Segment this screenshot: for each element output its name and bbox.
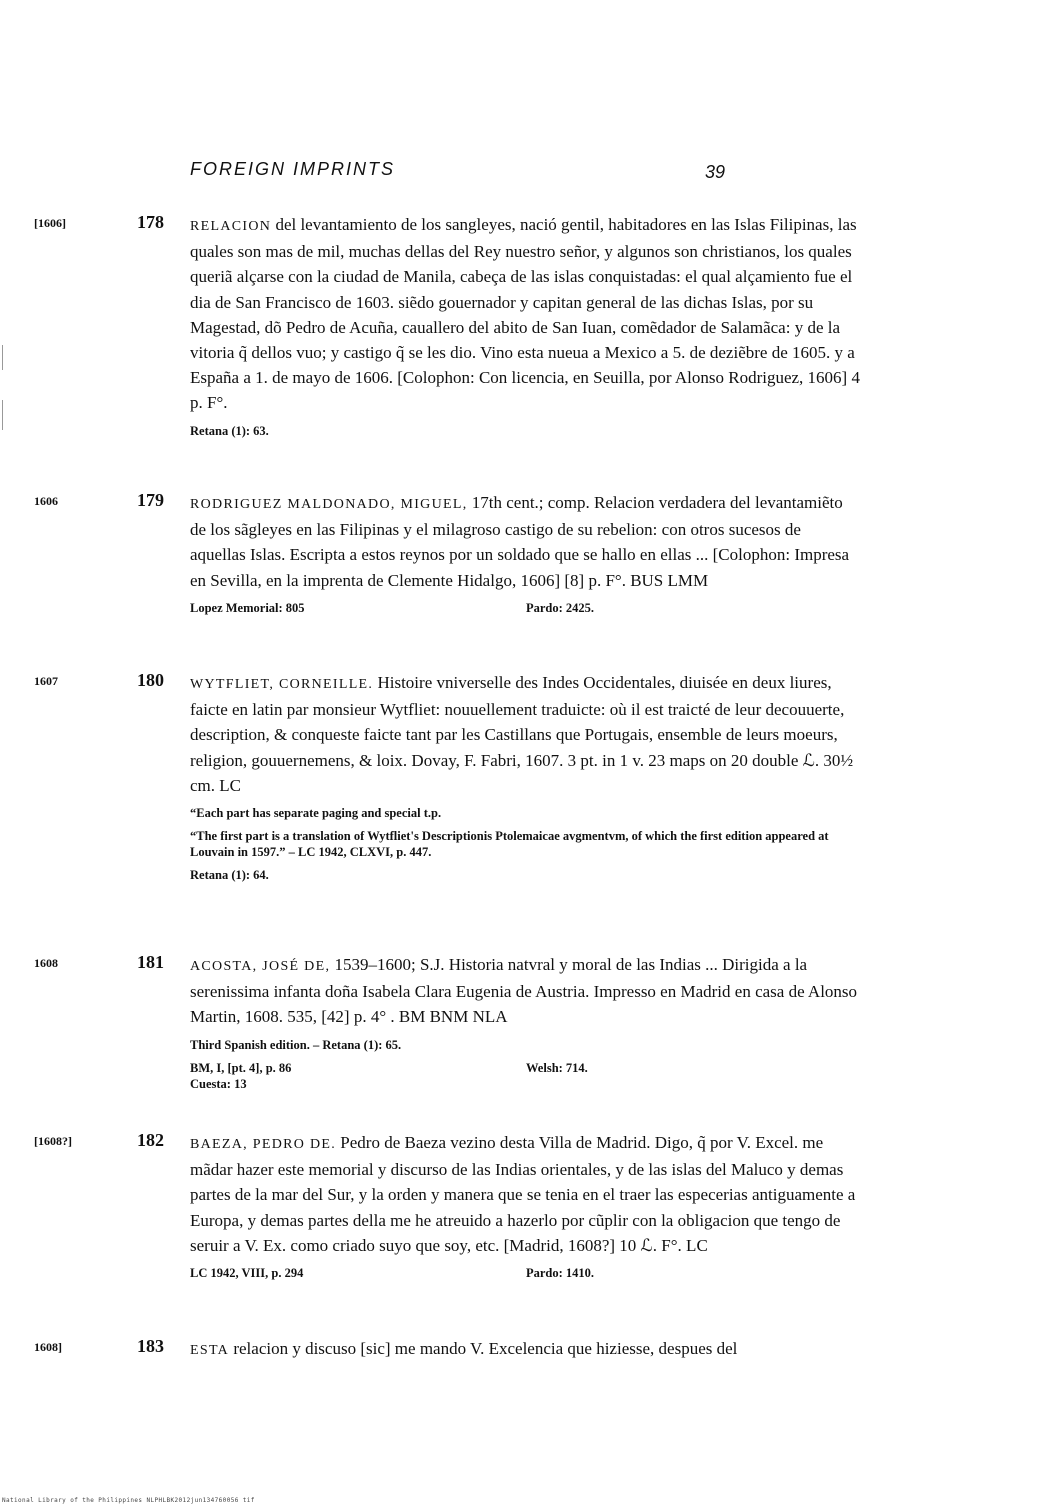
entry-note: “Each part has separate paging and special t.p. (190, 806, 442, 821)
entry-note: Retana (1): 63. (190, 423, 269, 438)
entry-text (190, 1130, 860, 1258)
entry-references (190, 1265, 860, 1281)
entry-references (190, 1060, 860, 1076)
entry-description: Pedro de Baeza vezino desta Villa de Madrid. Digo, q̃ por V. Excel. me mãdar hazer este memorial y discurso de las Indias orientales, y de las islas del Maluco y demas partes de la mar del Sur, y la orden y manera que se tenia en el traer las especerias antiguamente a Europa, y demas partes della me he atreuido a hazerlo por cũplir con la obligacion que tengo de seruir a V. Ex. como criado suyo que soy, etc. [Madrid, 1608?] 10 ℒ. F°. LC (190, 1133, 856, 1255)
entry-year: [1608?] (34, 1134, 72, 1148)
entry-number: 179 (137, 490, 164, 510)
entry-description: 1539–1600; S.J. Historia natvral y moral de las Indias ... Dirigida a la serenissima infanta doña Isabela Clara Eugenia de Austria. Impresso en Madrid en casa de Alonso Martin, 1608. 535, [42] p. 4° . BM BNM NLA (190, 955, 858, 1027)
running-title: FOREIGN IMPRINTS (190, 159, 396, 179)
reference-left: BM, I, [pt. 4], p. 86 (190, 1060, 292, 1075)
entry-year: [1606] (34, 216, 66, 230)
page-number: 39 (705, 162, 726, 182)
entry-heading: ACOSTA, JOSÉ DE, (190, 959, 331, 974)
entry-text (190, 1336, 860, 1363)
scan-edge-mark (2, 400, 3, 430)
entry-heading: BAEZA, PEDRO DE. (190, 1137, 337, 1152)
entry-references (190, 600, 860, 616)
entry-description: relacion y discuso [sic] me mando V. Excelencia que hiziesse, despues del (233, 1339, 738, 1358)
entry-heading: RODRIGUEZ MALDONADO, MIGUEL, (190, 497, 468, 512)
entry-number: 178 (137, 212, 164, 232)
entry-number: 182 (137, 1130, 164, 1150)
reference-left: LC 1942, VIII, p. 294 (190, 1266, 304, 1281)
entry-text (190, 670, 860, 798)
entry-note: Retana (1): 64. (190, 868, 269, 883)
entry-year: 1608 (34, 956, 58, 970)
reference-right: Pardo: 2425. (526, 600, 595, 615)
entry-year: 1606 (34, 494, 58, 508)
entry-heading: RELACION (190, 219, 272, 234)
entry-year: 1607 (34, 674, 58, 688)
entry-text (190, 490, 860, 593)
reference-left: Lopez Memorial: 805 (190, 600, 305, 615)
entry-number: 183 (137, 1336, 164, 1356)
reference-right: Pardo: 1410. (526, 1266, 595, 1281)
entry-heading: ESTA (190, 1343, 230, 1358)
entry-note: “The first part is a translation of Wytfliet's Descriptionis Ptolemaicae avgmentvm, of which the first edition appeared at Louvain in 1597.” – LC 1942, CLXVI, p. 447. (190, 829, 829, 860)
entry-heading: WYTFLIET, CORNEILLE. (190, 677, 374, 692)
entry-note: Third Spanish edition. – Retana (1): 65. (190, 1037, 402, 1052)
entry-description: del levantamiento de los sangleyes, nació gentil, habitadores en las Islas Filipinas, las quales son mas de mil, muchas dellas del Rey nuestro señor, y algunos son christianos, los quales queriã alçarse con la ciudad de Manila, cabeça de las islas conquistadas: el qual alçamiento fue el dia de San Francisco de 1603. siẽdo gouernador y capitan general de las dichas Islas, por su Magestad, dõ Pedro de Acuña, cauallero del abito de San Iuan, comẽdador de Salamãca: y de la vitoria q̃ dellos vuo; y castigo q̃ se les dio. Vino esta nueua a Mexico a 5. de deziẽbre de 1605. y a España a 1. de mayo de 1606. [Colophon: Con licencia, en Seuilla, por Alonso Rodriguez, 1606] 4 p. F°. (190, 215, 860, 413)
running-header (190, 159, 760, 189)
entry-note: Cuesta: 13 (190, 1076, 247, 1091)
entry-number: 181 (137, 952, 164, 972)
reference-right: Welsh: 714. (526, 1060, 588, 1075)
scan-footer: National Library of the Philippines NLPHLBK2012jun134760056 tif (2, 1497, 255, 1504)
scan-edge-mark (2, 345, 3, 370)
entry-text (190, 212, 860, 416)
entry-number: 180 (137, 670, 164, 690)
entry-description: 17th cent.; comp. Relacion verdadera del levantamiẽto de los sãgleyes en las Filipinas y el milagroso castigo de su rebelion: con otros sucesos de aquellas Islas. Escripta a estos reynos por un soldado que se hallo en ellas ... [Colophon: Impresa en Sevilla, en la imprenta de Clemente Hidalgo, 1606] [8] p. F°. BUS LMM (190, 493, 850, 590)
entry-text (190, 952, 860, 1030)
entry-description: Histoire vniverselle des Indes Occidentales, diuisée en deux liures, faicte en latin par monsieur Wytfliet: nouuellement traduicte: où il est traicté de leur decouuerte, description, & conqueste faicte tant par les Castillans que Portugais, ensemble de leurs moeurs, religion, gouuernemens, & loix. Dovay, F. Fabri, 1607. 3 pt. in 1 v. 23 maps on 20 double ℒ. 30½ cm. LC (190, 673, 854, 795)
entry-year: 1608] (34, 1340, 62, 1354)
